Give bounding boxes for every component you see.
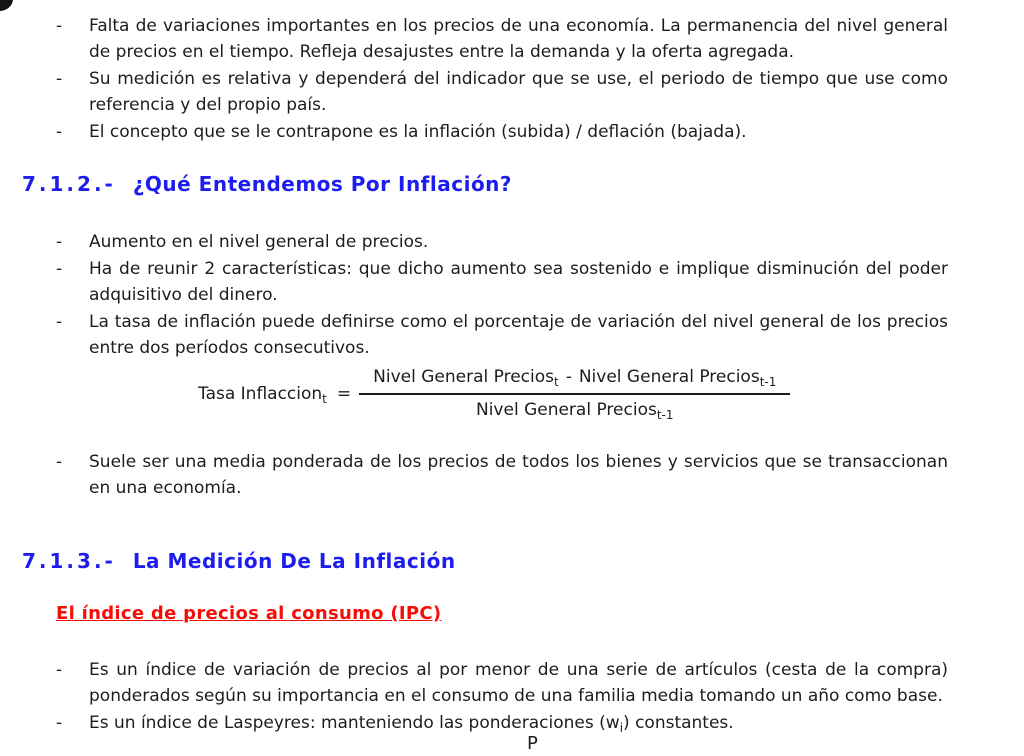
bullet-dash: - <box>56 660 63 680</box>
numerator-left-term: Nivel General Precios <box>373 367 554 387</box>
formula-fraction <box>359 365 790 422</box>
bullet-text: Aumento en el nivel general de precios. <box>89 232 429 252</box>
bullet-text: La tasa de inflación puede definirse como el porcentaje de variación del nivel general de los precios entre dos períodos consecutivos. <box>89 312 948 358</box>
scan-corner-artifact <box>0 0 13 11</box>
bullet-dash: - <box>56 122 63 142</box>
bullet-text <box>89 710 948 736</box>
section-712-bullet-list <box>0 229 1024 361</box>
bullet-dash: - <box>56 259 63 279</box>
bullet-dash: - <box>56 232 63 252</box>
list-item <box>56 66 948 118</box>
formula-lhs-subscript: t <box>322 391 327 406</box>
list-item <box>56 657 948 709</box>
denominator-subscript: t-1 <box>656 408 674 422</box>
formula-lhs <box>198 382 327 406</box>
bullet-dash: - <box>56 312 63 332</box>
bullet-dash: - <box>56 452 63 472</box>
list-item <box>56 449 948 501</box>
list-item <box>56 309 948 361</box>
laspeyres-text-post: ) constantes. <box>623 713 734 733</box>
list-item <box>56 13 948 65</box>
bullet-text: Es un índice de variación de precios al por menor de una serie de artículos (cesta de la compra) ponderados según su importancia en el consumo de una familia media tomando un año como base. <box>89 660 948 706</box>
section-713-bullet-list <box>0 657 1024 736</box>
section-title: ¿Qué Entendemos Por Inflación? <box>132 172 513 196</box>
weights-subscript: i <box>619 721 624 735</box>
cutoff-formula-p: P <box>527 733 538 754</box>
section-heading-712 <box>22 172 1024 196</box>
intro-bullet-list <box>0 13 1024 145</box>
bullet-dash: - <box>56 713 63 733</box>
bullet-text: Su medición es relativa y dependerá del indicador que se use, el periodo de tiempo que use como referencia y del propio país. <box>89 69 948 115</box>
bullet-dash: - <box>56 16 63 36</box>
section-number: 7.1.3.- <box>22 549 116 573</box>
section-title: La Medición De La Inflación <box>132 549 456 573</box>
laspeyres-text-pre: Es un índice de Laspeyres: manteniendo las ponderaciones (w <box>89 713 620 733</box>
fraction-numerator <box>359 365 790 395</box>
section-heading-713 <box>22 549 1024 573</box>
fraction-denominator <box>359 395 790 422</box>
numerator-left-subscript: t <box>553 375 559 389</box>
bullet-text: Falta de variaciones importantes en los precios de una economía. La permanencia del nivel general de precios en el tiempo. Refleja desajustes entre la demanda y la oferta agregada. <box>89 16 948 62</box>
list-item <box>56 256 948 308</box>
minus-sign: - <box>565 367 572 387</box>
list-item <box>56 710 948 736</box>
inflation-rate-formula <box>198 365 1024 422</box>
bullet-text: Ha de reunir 2 características: que dicho aumento sea sostenido e implique disminución del poder adquisitivo del dinero. <box>89 259 948 305</box>
formula-lhs-label: Tasa Inflaccion <box>198 383 323 404</box>
bullet-dash: - <box>56 69 63 89</box>
numerator-right-subscript: t-1 <box>759 375 777 389</box>
bullet-text: Suele ser una media ponderada de los precios de todos los bienes y servicios que se transaccionan en una economía. <box>89 452 948 498</box>
section-number: 7.1.2.- <box>22 172 116 196</box>
denominator-term: Nivel General Precios <box>475 400 657 420</box>
numerator-right-term: Nivel General Precios <box>578 367 760 387</box>
list-item <box>56 229 948 255</box>
bullet-text: El concepto que se le contrapone es la inflación (subida) / deflación (bajada). <box>89 122 747 142</box>
equals-sign: = <box>336 383 352 404</box>
list-item <box>56 119 948 145</box>
section-712-bullet-list-continued <box>0 449 1024 501</box>
ipc-subheading: El índice de precios al consumo (IPC) <box>56 603 442 624</box>
